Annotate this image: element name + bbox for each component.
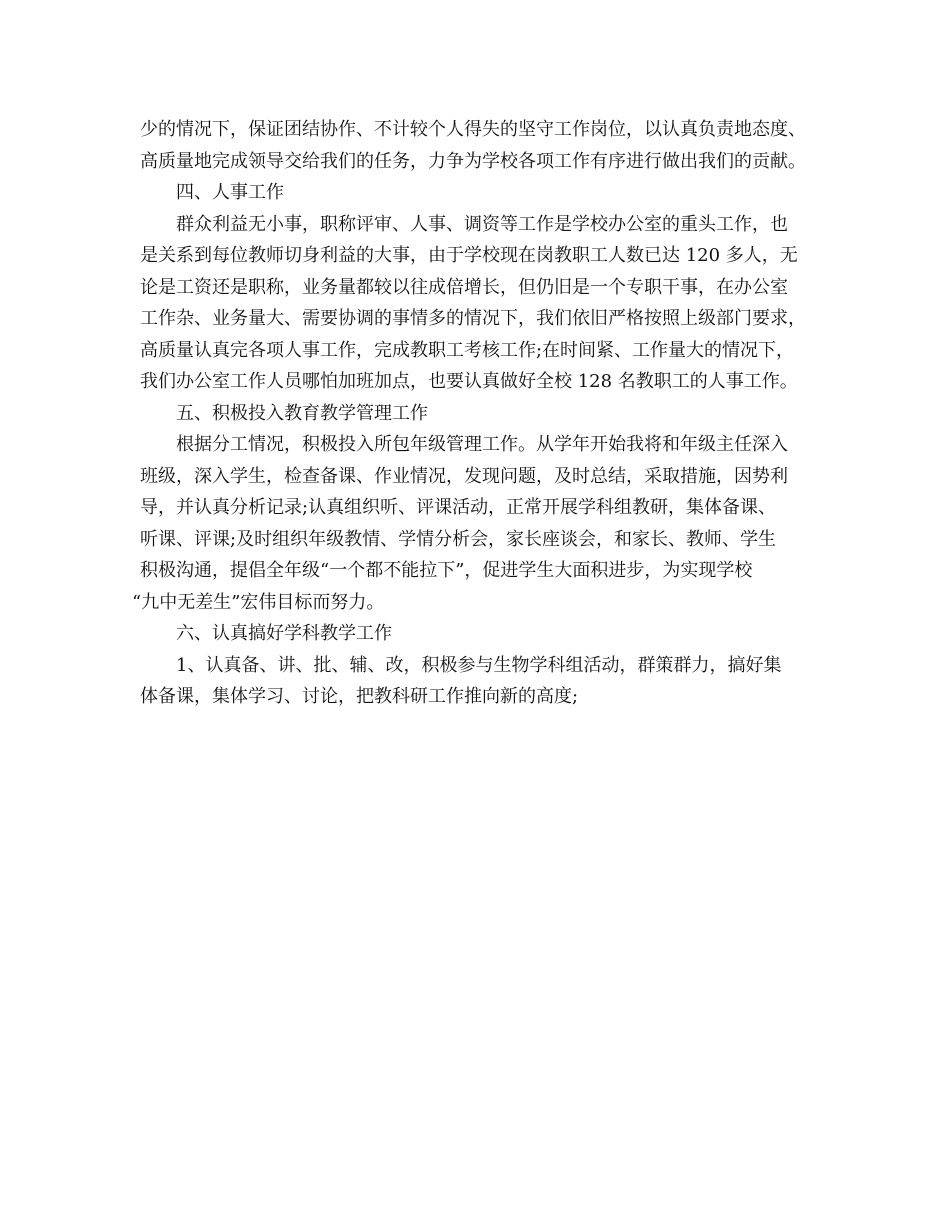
paragraph-line: 论是工资还是职称，业务量都较以往成倍增长，但仍旧是一个专职干事，在办公室: [140, 276, 788, 298]
paragraph-line: 群众利益无小事，职称评审、人事、调资等工作是学校办公室的重头工作，也: [176, 213, 788, 235]
paragraph-line: 导，并认真分析记录;认真组织听、评课活动，正常开展学科组教研，集体备课、: [140, 497, 777, 518]
paragraph-line: 工作杂、业务量大、需要协调的事情多的情况下，我们依旧严格按照上级部门要求，: [140, 308, 806, 329]
paragraph-line: 根据分工情况，积极投入所包年级管理工作。从学年开始我将和年级主任深入: [176, 434, 788, 455]
paragraph-line: 体备课，集体学习、讨论，把教科研工作推向新的高度;: [140, 686, 579, 707]
paragraph-line: “九中无差生”宏伟目标而努力。: [132, 591, 385, 613]
document-body: [132, 114, 840, 713]
paragraph-line: 高质量认真完各项人事工作，完成教职工考核工作;在时间紧、工作量大的情况下，: [140, 339, 795, 361]
paragraph-line: 班级，深入学生，检查备课、作业情况，发现问题，及时总结，采取措施，因势利: [140, 465, 788, 487]
paragraph-line: 听课、评课;及时组织年级教情、学情分析会，家长座谈会，和家长、教师、学生: [140, 528, 777, 550]
paragraph-line: 我们办公室工作人员哪怕加班加点，也要认真做好全校 128 名教职工的人事工作。: [140, 371, 798, 392]
section-heading: 六、认真搞好学科教学工作: [176, 623, 392, 644]
paragraph-line: 少的情况下，保证团结协作、不计较个人得失的坚守工作岗位，以认真负责地态度、: [140, 119, 806, 140]
section-heading: 五、积极投入教育教学管理工作: [176, 402, 428, 424]
paragraph-line: 是关系到每位教师切身利益的大事，由于学校现在岗教职工人数已达 120 多人，无: [140, 245, 798, 266]
paragraph-line: 积极沟通，提倡全年级“一个都不能拉下”，促进学生大面积进步，为实现学校: [140, 560, 753, 581]
section-heading: 四、人事工作: [176, 182, 284, 203]
paragraph-line: 1、认真备、讲、批、辅、改，积极参与生物学科组活动，群策群力，搞好集: [176, 654, 782, 676]
paragraph-line: 高质量地完成领导交给我们的任务，力争为学校各项工作有序进行做出我们的贡献。: [140, 150, 806, 172]
